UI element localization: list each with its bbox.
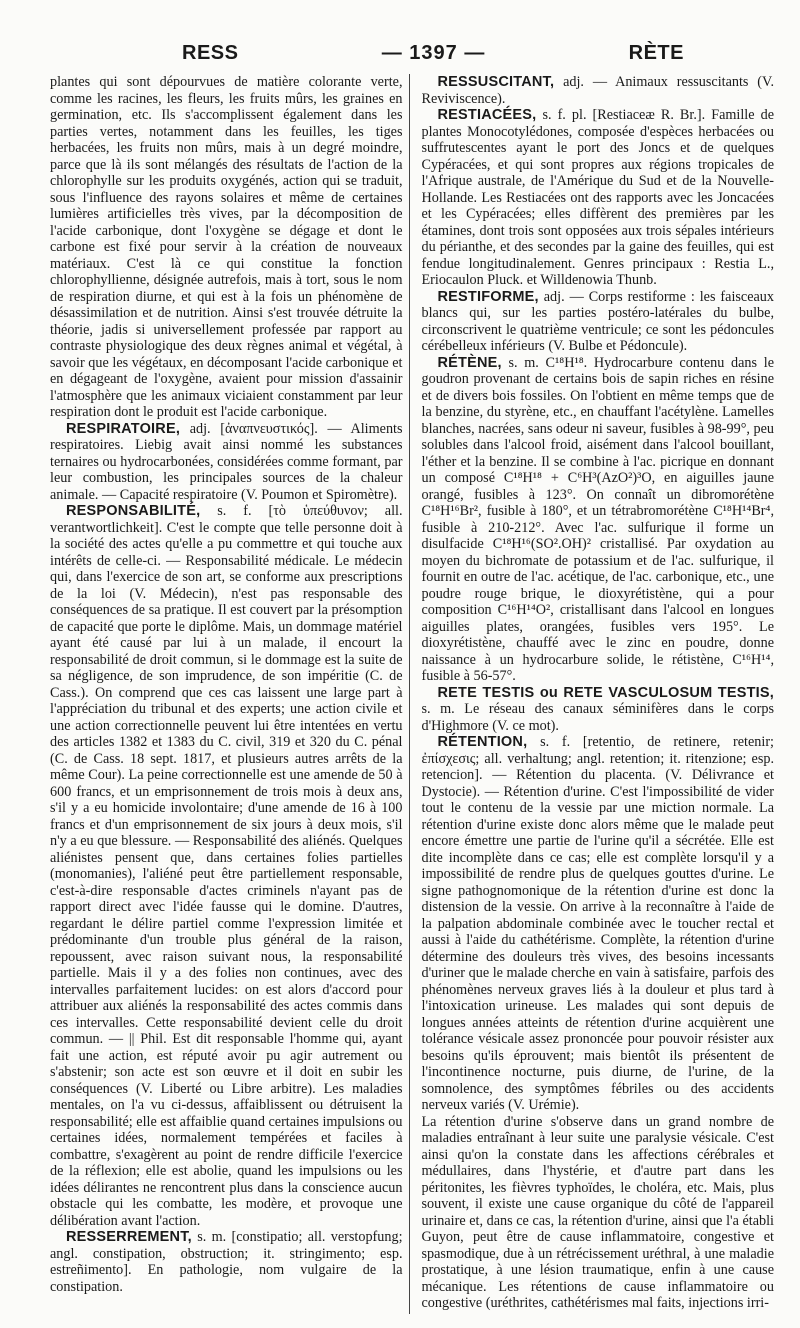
entry-ressuscitant (422, 74, 775, 107)
entry-retene (422, 355, 775, 685)
retention-continuation-paragraph: La rétention d'urine s'observe dans un grand nombre de maladies entraînant à leur suite une paralysie vésicale. C'est ainsi qu'on la constate dans les affections cérébrales et médullaires, dans l'hystérie, et d'autre part dans les péritonites, les fièvres typhoïdes, le choléra, etc. Mais, plus souvent, il existe une cause organique du côté de l'appareil urinaire et, dans ce cas, la rétention d'urine, ainsi que l'a établi Guyon, peut être de cause inflammatoire, congestive et spasmodique, due à un rétrécissement uréthral, à une maladie prostatique, à une lésion traumatique, enfin à une cause mécanique. Les rétentions de cause inflammatoire ou congestive (uréthrites, cathétérismes mal faits, injections irri- (421, 1113, 774, 1311)
page-number: — 1397 — (381, 42, 486, 64)
entry-retention (422, 734, 775, 1114)
headword-retene: RÉTÈNE, (437, 354, 502, 371)
entry-restiforme (422, 289, 775, 355)
header-right-word: RÈTE (628, 42, 684, 64)
entry-resserrement (50, 1229, 403, 1295)
headword-retention: RÉTENTION, (437, 734, 528, 750)
headword-responsabilite: RESPONSABILITÉ, (66, 503, 201, 519)
headword-rete-testis: RETE TESTIS ou RETE VASCULOSUM TESTIS, (437, 684, 774, 701)
entry-body-responsabilite: s. f. [τὸ ὑπεύθυνον; all. verantwortlichkeit]. C'est le compte que telle personne doit à la société des actes qu'elle a pu commettre et qui touche aux intérêts de celle-ci. — Responsabilité médicale. Le médecin qui, dans l'exercice de son art, se conforme aux prescriptions de la loi (V. Médecin), n'est pas responsable des conséquences de sa pratique. Il est couvert par la présomption de capacité que porte le diplôme. Mais, un dommage matériel ayant été causé par lui à un malade, il encourt la responsabilité de droit commun, si le dommage est la suite de sa négligence, de son imprudence, de son impéritie (C. de Cass.). On comprend que ces cas laissent une large part à l'appréciation du tribunal et des experts; une action civile et une action correctionnelle peuvent lui être intentées en vertu des articles 1382 et 1383 du C. civil, 319 et 320 du C. pénal (C. de Cass. 18 sept. 1817, et plusieurs autres arrêts de la même Cour). La peine correctionnelle est une amende de 50 à 600 francs, et un emprisonnement de trois mois à deux ans, s'il y a eu homicide involontaire; d'une amende de 16 à 100 francs et d'un emprisonnement de six jours à deux mois, s'il n'y a eu que blessure. — Responsabilité des aliénés. Quelques aliénistes pensent que, dans certaines folies partielles (monomanies), l'aliéné peut être partiellement responsable, c'est-à-dire responsable d'actes criminels n'ayant pas de rapport direct avec l'idée fausse qui le domine. D'autres, regardant le délire partiel comme l'expression limitée et prédominante d'un trouble plus général de la raison, repoussent, avec raison suivant nous, la responsabilité partielle. Mais il y a des folies non continues, avec des intervalles parfaitement lucides: on est alors d'accord pour attribuer aux aliénés la responsabilité des actes commis dans ces intervalles. Cette responsabilité devient celle du droit commun. — || Phil. Est dit responsable l'homme qui, ayant fait une action, est réputé avoir pu agir autrement ou s'abstenir; son acte est son œuvre et il doit en subir les conséquences (V. Liberté ou Libre arbitre). Les maladies mentales, on l'a vu ci-dessus, affaiblissent ou détruisent la responsabilité; elle est affaiblie quand certaines impulsions ou certaines idées, normalement tempérées et faciles à combattre, s'exagèrent au point de rendre difficile l'exercice de la réflexion; elle est abolie, quand les impulsions ou les idées délirantes ne rencontrent plus dans la conscience aucun obstacle qui les combatte, les modère, et provoque une délibération avant l'action. (50, 503, 403, 1229)
entry-body-retene: s. m. C¹⁸H¹⁸. Hydrocarbure contenu dans le goudron provenant de certains bois de sapin riches en résine et de divers bois fossiles. On l'obtient en même temps que de la benzine, du styrène, etc., en chauffant l'acétylène. Lamelles blanches, nacrées, sans odeur ni saveur, fusibles à 98-99°, peu solubles dans l'alcool froid, aisément dans l'alcool bouillant, l'éther et la benzine. Il se combine à l'ac. picrique en donnant un composé C¹⁸H¹⁸ + C⁶H³(AzO²)³O, en aiguilles jaune orangé, fusibles à 123°. On connaît un dibromorétène C¹⁸H¹⁶Br², fusible à 180°, et un tétrabromorétène C¹⁸H¹⁴Br⁴, fusible à 210-212°. Avec l'ac. sulfurique il forme un disulfacide C¹⁸H¹⁶(SO².OH)² cristallisé. Par oxydation au moyen du bichromate de potassium et de l'ac. sulfurique, il fournit en outre de l'ac. acétique, de l'ac. carbonique, etc., une poudre rouge brique, le dioxyrétistène, qui a pour composition C¹⁶H¹⁴O², cristallisant dans l'alcool en longues aiguilles plates, orangées, fusibles vers 195°. Le dioxyrétistène, chauffé avec le zinc en poudre, donne naissance à un hydrocarbure solide, le rétistène, C¹⁶H¹⁴, fusible à 56-57°. (421, 354, 774, 684)
entry-body-restiforme: adj. — Corps restiforme : les faisceaux blancs qui, sur les parties postéro-latérales du bulbe, circonscrivent le quatrième ventricule; ce sont les pédoncules cérébelleux inférieurs (V. Bulbe et Pédoncule). (421, 288, 774, 354)
entry-respiratoire (50, 421, 403, 504)
entry-restiacees (422, 107, 775, 289)
right-column (422, 74, 775, 1314)
headword-respiratoire: RESPIRATOIRE, (66, 420, 181, 437)
headword-resserrement: RESSERREMENT, (66, 1229, 192, 1245)
left-column (50, 74, 410, 1314)
entry-responsabilite (50, 503, 403, 1229)
entry-body-resserrement: s. m. [constipatio; all. verstopfung; angl. constipation, obstruction; it. stringimento; esp. estreñimento]. En pathologie, nom vulgaire de la constipation. (50, 1229, 403, 1295)
entry-body-retention: s. f. [retentio, de retinere, retenir; ἐπίσχεσις; all. verhaltung; angl. retention; it. ritenzione; esp. retencion]. — Rétention du placenta. (V. Délivrance et Dystocie). — Rétention d'urine. C'est l'impossibilité de vider tout le contenu de la vessie par une miction normale. La rétention d'urine existe donc alors même que le malade peut encore émettre une partie de l'urine qu'il a sécrétée. Elle est dite incomplète dans ce cas; elle est complète lorsqu'il y a impossibilité de rendre plus de quelques gouttes d'urine. Le signe pathognomonique de la rétention d'urine est donc la distension de la vessie. On arrive à la reconnaître à l'aide de la palpation abdominale combinée avec le toucher rectal et aussi à l'aide du cathétérisme. Complète, la rétention d'urine détermine des douleurs très vives, des besoins incessants d'uriner que le malade cherche en vain à satisfaire, parfois des phénomènes nerveux graves liés à la douleur et plus tard à l'intoxication urineuse. Les malades qui sont depuis de longues années atteints de rétention d'urine acquièrent une tolérance vésicale assez prononcée pour pouvoir résister aux besoins qu'ils éprouvent; mais bientôt ils présentent de l'incontinence nocturne, puis diurne, de l'urine, de la somnolence, des symptômes fébriles ou des accidents nerveux variés (V. Urémie). (421, 734, 774, 1113)
entry-body-respiratoire: adj. [ἀναπνευστικός]. — Aliments respiratoires. Liebig avait ainsi nommé les substances ternaires ou hydrocarbonées, considérées comme formant, par leur combustion, les principales sources de la chaleur animale. — Capacité respiratoire (V. Poumon et Spiromètre). (50, 420, 403, 503)
entry-body-ressuscitant: adj. — Animaux ressuscitants (V. Reviviscence). (421, 74, 774, 107)
headword-ressuscitant: RESSUSCITANT, (437, 74, 555, 90)
entry-rete-testis (422, 685, 775, 735)
header-left-word: RESS (182, 42, 239, 64)
headword-restiforme: RESTIFORME, (437, 288, 539, 305)
entry-body-rete-testis: s. m. Le réseau des canaux séminifères dans le corps d'Highmore (V. ce mot). (421, 701, 774, 734)
two-column-body (50, 74, 774, 1314)
continuation-paragraph: plantes qui sont dépourvues de matière colorante verte, comme les racines, les fleurs, les fruits mûrs, les graines en germination, etc. Ils s'accomplissent également dans les parties vertes, notamment dans les feuilles, les tiges herbacées, les fruits non mûrs, mais à un degré moindre, parce que là ils sont mélangés des résultats de l'action de la chlorophylle sur les produits oxygénés, action qui se traduit, sous l'influence des rayons solaires et même de certaines lumières artificielles très vives, par la décomposition de l'acide carbonique, dont l'oxygène se dégage et dont le carbone est fixé pour servir à la création de nouveaux matériaux. C'est là ce qui constitue la fonction chlorophyllienne, désignée autrefois, mais à tort, sous le nom de respiration diurne, et qui est à la fois un phénomène de désassimilation et de nutrition. Ainsi s'est trouvée détruite la théorie, jadis si universellement professée par rapport au contraste physiologique des deux règnes animal et végétal, à savoir que les végétaux, en décomposant l'acide carbonique et en dégageant de l'oxygène, avaient pour mission d'assainir l'atmosphère que les animaux viciaient constamment par leur respiration dont le produit est l'acide carbonique. (50, 74, 403, 420)
entry-body-restiacees: s. f. pl. [Restiaceæ R. Br.]. Famille de plantes Monocotylédones, composée d'espèces herbacées ou suffrutescentes ayant le port des Joncs et de quelques Cypéracées, et qui sont propres aux régions tropicales de l'Afrique australe, de l'Amérique du Sud et de la Nouvelle-Hollande. Les Restiacées ont des rapports avec les Joncacées et les Cypéracées; elles diffèrent des premières par les étamines, dont trois sont opposées aux trois sépales intérieurs du périanthe, et des secondes par la gaine des feuilles, qui est fendue longitudinalement. Genres principaux : Restia L., Eriocaulon Pluck. et Willdenowia Thunb. (421, 107, 774, 288)
headword-restiacees: RESTIACÉES, (437, 107, 537, 123)
running-header (50, 42, 774, 72)
